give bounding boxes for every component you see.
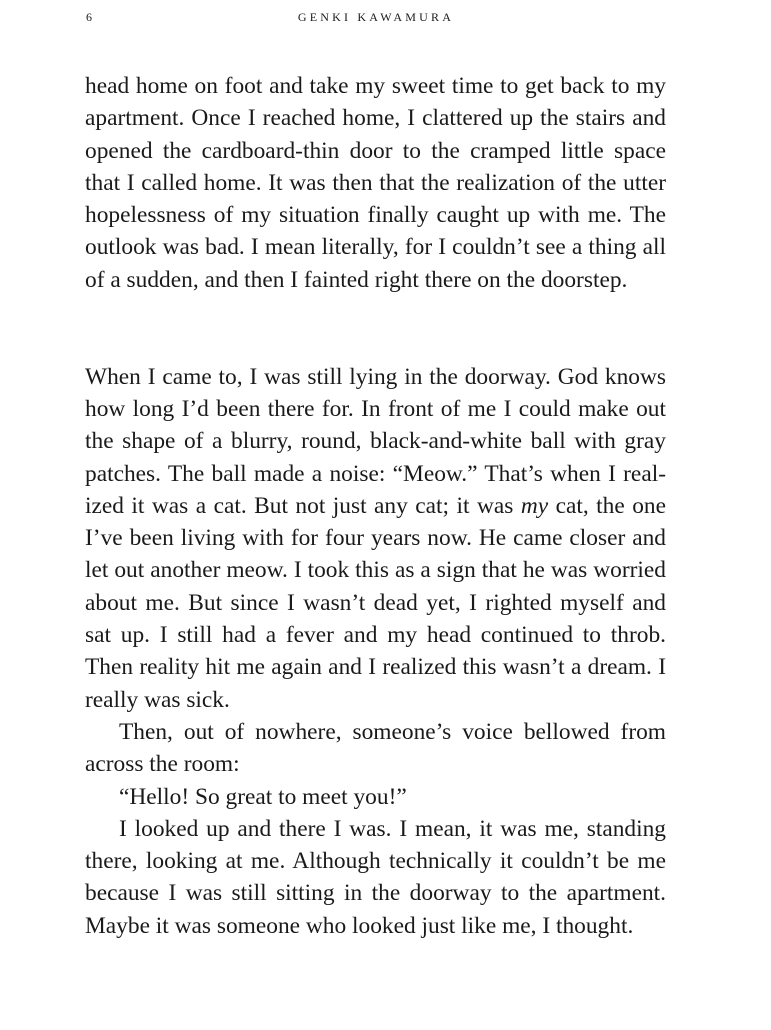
page-number: 6: [86, 10, 92, 24]
paragraph-2-emphasis: my: [520, 492, 549, 519]
paragraph-1: head home on foot and take my sweet time to get back to my apartment. Once I reached home, I clattered up the stairs and opened the cardboard-thin door to the cramped little space that I called home. It was then that the realization of the utter hopelessness of my situation finally caught up with me. The outlook was bad. I mean literally, for I couldn’t see a thing all of a sudden, and then I fainted right there on the doorstep.: [85, 73, 666, 293]
paragraph-4-dialogue: “Hello! So great to meet you!”: [119, 783, 407, 810]
paragraph-5: I looked up and there I was. I mean, it was me, standing there, looking at me. Although technically it couldn’t be me because I was still sitting in the doorway to the apartment. Maybe it was someone who looked just like me, I thought.: [85, 815, 666, 939]
body-text: [85, 70, 666, 942]
running-head: [86, 10, 666, 30]
paragraph-3: Then, out of nowhere, someone’s voice bellowed from across the room:: [85, 718, 666, 778]
section-break: [85, 296, 666, 361]
paragraph-2: [85, 361, 666, 716]
paragraph-2-text-after: cat, the one I’ve been living with for four years now. He came closer and let out another meow. I took this as a sign that he was worried about me. But since I wasn’t dead yet, I righted myself and sat up. I still had a fever and my head continued to throb. Then reality hit me again and I realized this wasn’t a dream. I really was sick.: [85, 492, 666, 713]
running-head-author: GENKI KAWAMURA: [297, 10, 455, 24]
paragraph-2-text-before: When I came to, I was still lying in the doorway. God knows how long I’d been there for. In front of me I could make out the shape of a blurry, round, black-and-white ball with gray patches. The ball made a noise: “Meow.” That’s when I realized it was a cat. But not just any cat; it was: [85, 363, 666, 519]
